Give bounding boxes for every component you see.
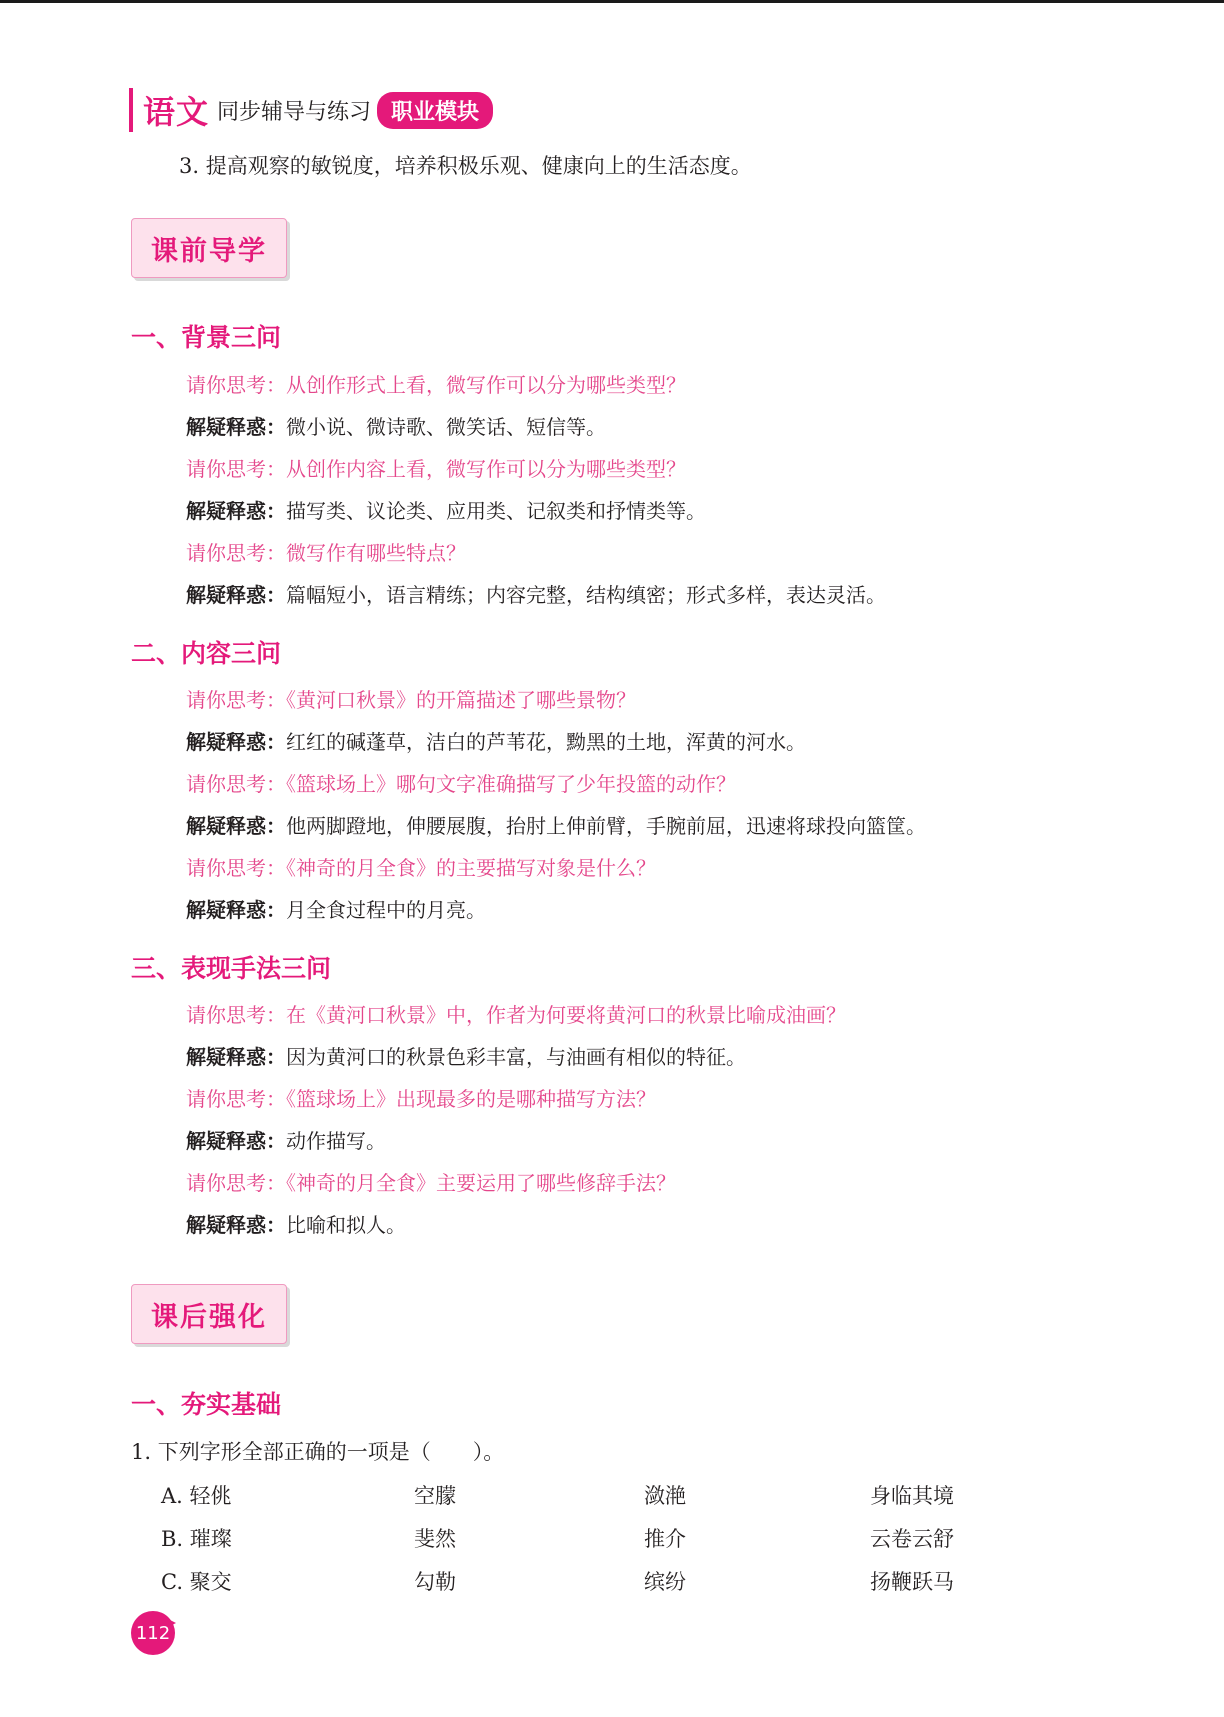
group-heading: 一、夯实基础 xyxy=(131,1390,282,1419)
header-subtitle: 同步辅导与练习 xyxy=(217,99,372,125)
think-question xyxy=(186,369,686,398)
option-word: 扬鞭跃马 xyxy=(870,1570,954,1594)
answer-text: 篇幅短小，语言精练；内容完整，结构缜密；形式多样，表达灵活。 xyxy=(286,583,886,607)
learning-objective: 3. 提高观察的敏锐度，培养积极乐观、健康向上的生活态度。 xyxy=(179,154,752,178)
think-question xyxy=(186,684,636,713)
think-question xyxy=(186,1083,656,1112)
book-header xyxy=(129,88,493,132)
exercise-question: 1. 下列字形全部正确的一项是（ ）。 xyxy=(131,1440,505,1464)
answer xyxy=(186,1125,386,1154)
answer-label: 解疑释惑： xyxy=(186,1213,286,1237)
answer-label: 解疑释惑： xyxy=(186,1129,286,1153)
question-text: 《神奇的月全食》的主要描写对象是什么？ xyxy=(286,856,656,880)
question-text: 从创作内容上看，微写作可以分为哪些类型？ xyxy=(286,457,686,481)
answer-text: 红红的碱蓬草，洁白的芦苇花，黝黑的土地，浑黄的河水。 xyxy=(286,730,806,754)
answer-text: 动作描写。 xyxy=(286,1129,386,1153)
group-heading: 三、表现手法三问 xyxy=(131,954,332,983)
option-word: 云卷云舒 xyxy=(870,1527,954,1551)
answer-text: 他两脚蹬地，伸腰展腹，抬肘上伸前臂，手腕前屈，迅速将球投向篮筐。 xyxy=(286,814,926,838)
question-label: 请你思考： xyxy=(186,457,286,481)
answer-label: 解疑释惑： xyxy=(186,814,286,838)
option-word: 潋滟 xyxy=(644,1484,686,1508)
option-word: 勾勒 xyxy=(414,1570,456,1594)
answer-text: 月全食过程中的月亮。 xyxy=(286,898,486,922)
top-border xyxy=(0,0,1224,3)
question-text: 从创作形式上看，微写作可以分为哪些类型？ xyxy=(286,373,686,397)
question-label: 请你思考： xyxy=(186,688,286,712)
answer xyxy=(186,411,606,440)
page-number: 112 xyxy=(135,1622,171,1644)
think-question xyxy=(186,852,656,881)
question-text: 《神奇的月全食》主要运用了哪些修辞手法？ xyxy=(286,1171,676,1195)
option-word: 身临其境 xyxy=(870,1484,954,1508)
answer-label: 解疑释惑： xyxy=(186,583,286,607)
question-label: 请你思考： xyxy=(186,373,286,397)
option-word: C. 聚交 xyxy=(161,1570,232,1594)
section-title: 课后强化 xyxy=(151,1301,267,1333)
option-word: 缤纷 xyxy=(644,1570,686,1594)
answer-text: 描写类、议论类、应用类、记叙类和抒情类等。 xyxy=(286,499,706,523)
answer-label: 解疑释惑： xyxy=(186,898,286,922)
answer-label: 解疑释惑： xyxy=(186,730,286,754)
question-label: 请你思考： xyxy=(186,856,286,880)
answer-label: 解疑释惑： xyxy=(186,1045,286,1069)
question-text: 在《黄河口秋景》中，作者为何要将黄河口的秋景比喻成油画？ xyxy=(286,1003,846,1027)
section-tab-pre-study xyxy=(131,218,287,278)
answer-label: 解疑释惑： xyxy=(186,415,286,439)
option-word: 斐然 xyxy=(414,1527,456,1551)
group-heading: 二、内容三问 xyxy=(131,639,282,668)
answer-text: 微小说、微诗歌、微笑话、短信等。 xyxy=(286,415,606,439)
option-word: 空朦 xyxy=(414,1484,456,1508)
question-label: 请你思考： xyxy=(186,541,286,565)
answer xyxy=(186,810,926,839)
think-question xyxy=(186,537,466,566)
answer-text: 因为黄河口的秋景色彩丰富，与油画有相似的特征。 xyxy=(286,1045,746,1069)
question-text: 《黄河口秋景》的开篇描述了哪些景物？ xyxy=(286,688,636,712)
answer xyxy=(186,579,886,608)
question-label: 请你思考： xyxy=(186,772,286,796)
option-word: A. 轻佻 xyxy=(161,1484,232,1508)
group-heading: 一、背景三问 xyxy=(131,323,282,352)
think-question xyxy=(186,453,686,482)
section-title: 课前导学 xyxy=(151,235,267,267)
page-number-badge xyxy=(131,1611,175,1655)
header-accent-bar xyxy=(129,88,133,132)
header-badge: 职业模块 xyxy=(377,92,493,129)
section-tab-post-study xyxy=(131,1284,287,1344)
answer xyxy=(186,894,486,923)
answer xyxy=(186,1041,746,1070)
question-label: 请你思考： xyxy=(186,1087,286,1111)
think-question xyxy=(186,768,736,797)
question-label: 请你思考： xyxy=(186,1171,286,1195)
think-question xyxy=(186,1167,676,1196)
answer xyxy=(186,495,706,524)
header-title: 语文 xyxy=(143,93,210,131)
answer-label: 解疑释惑： xyxy=(186,499,286,523)
answer-text: 比喻和拟人。 xyxy=(286,1213,406,1237)
think-question xyxy=(186,999,846,1028)
option-word: 推介 xyxy=(644,1527,686,1551)
question-label: 请你思考： xyxy=(186,1003,286,1027)
answer xyxy=(186,726,806,755)
answer xyxy=(186,1209,406,1238)
question-text: 《篮球场上》哪句文字准确描写了少年投篮的动作？ xyxy=(286,772,736,796)
question-text: 微写作有哪些特点？ xyxy=(286,541,466,565)
question-text: 《篮球场上》出现最多的是哪种描写方法？ xyxy=(286,1087,656,1111)
option-word: B. 璀璨 xyxy=(161,1527,232,1551)
